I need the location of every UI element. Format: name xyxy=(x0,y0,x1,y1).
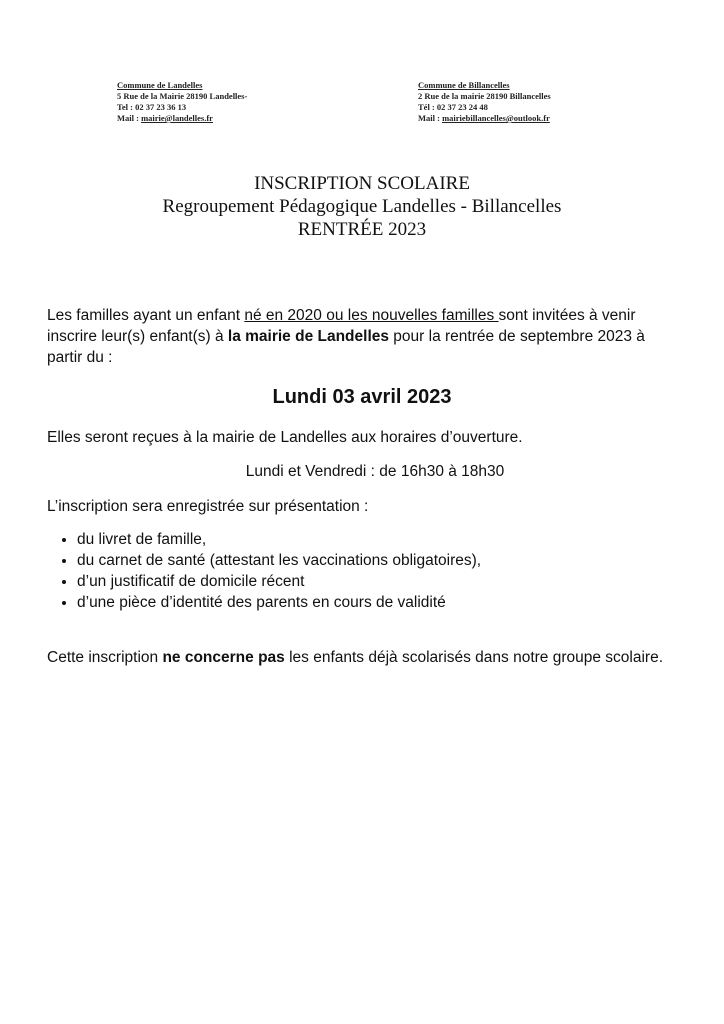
list-item: • du carnet de santé (attestant les vaccinations obligatoires), xyxy=(77,550,481,571)
commune-address: 5 Rue de la Mairie 28190 Landelles- xyxy=(117,91,248,101)
note-paragraph xyxy=(47,647,677,668)
title-line-2: Regroupement Pédagogique Landelles - Billancelles xyxy=(162,196,562,217)
header-left-commune xyxy=(117,80,247,124)
list-item: • d’une pièce d’identité des parents en cours de validité xyxy=(77,592,481,613)
commune-phone: Tel : 02 37 23 36 13 xyxy=(117,102,187,112)
documents-list xyxy=(47,529,481,613)
intro-text-3: pour la rentrée de septembre 2023 à partir du : xyxy=(47,328,645,366)
intro-text-2: sont invitées à venir inscrire leur(s) enfant(s) à xyxy=(47,307,636,345)
reception-paragraph: Elles seront reçues à la mairie de Landelles aux horaires d’ouverture. xyxy=(47,429,523,446)
commune-name: Commune de Billancelles xyxy=(418,80,510,90)
commune-mail-line xyxy=(117,113,247,124)
commune-address: 2 Rue de la mairie 28190 Billancelles xyxy=(418,91,551,101)
mail-label: Mail : xyxy=(418,113,443,123)
list-item: • du livret de famille, xyxy=(77,529,481,550)
intro-underlined: né en 2020 ou les nouvelles familles xyxy=(244,307,499,324)
commune-name: Commune de Landelles xyxy=(117,80,203,90)
commune-mail-line xyxy=(418,113,551,124)
intro-paragraph xyxy=(47,305,677,368)
intro-bold: la mairie de Landelles xyxy=(227,328,389,345)
intro-text-1: Les familles ayant un enfant xyxy=(47,307,245,324)
commune-phone: Tél : 02 37 23 24 48 xyxy=(418,102,488,112)
note-bold: ne concerne pas xyxy=(162,649,285,666)
mail-label: Mail : xyxy=(117,113,142,123)
title-line-1: INSCRIPTION SCOLAIRE xyxy=(254,173,470,194)
header-right-commune xyxy=(418,80,551,124)
registration-date: Lundi 03 avril 2023 xyxy=(272,386,452,408)
documents-intro: L’inscription sera enregistrée sur présentation : xyxy=(47,498,369,515)
opening-hours: Lundi et Vendredi : de 16h30 à 18h30 xyxy=(245,463,505,480)
note-text-1: Cette inscription xyxy=(47,649,163,666)
commune-mail-link[interactable]: mairie@landelles.fr xyxy=(141,113,213,123)
document-title-block xyxy=(0,172,724,241)
commune-mail-link[interactable]: mairiebillancelles@outlook.fr xyxy=(442,113,550,123)
list-item: • d’un justificatif de domicile récent xyxy=(77,571,481,592)
note-text-2: les enfants déjà scolarisés dans notre groupe scolaire. xyxy=(284,649,664,666)
title-line-3: RENTRÉE 2023 xyxy=(297,219,427,240)
